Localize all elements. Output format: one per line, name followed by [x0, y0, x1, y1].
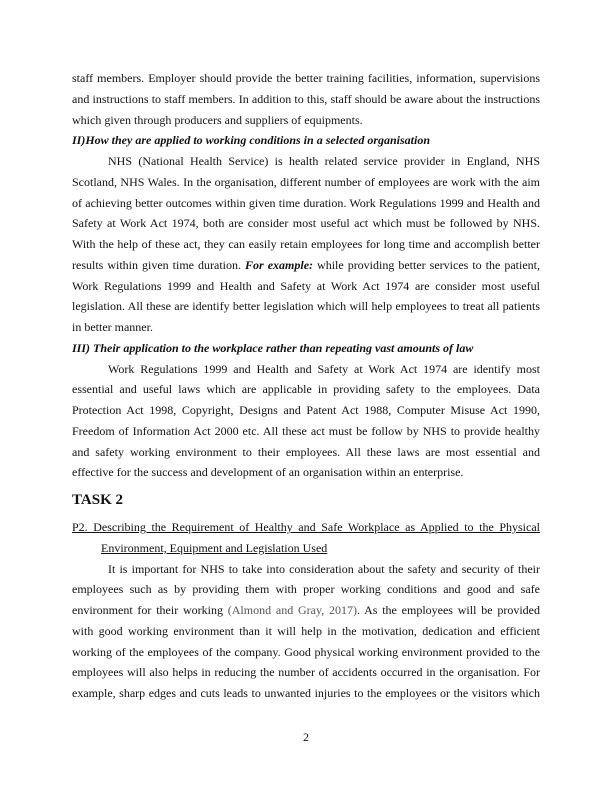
text-line: working of the employees of the company. Good physical working environment provided to the [72, 644, 540, 659]
text-line: employees such as by providing them with proper working conditions and good and safe [72, 582, 540, 597]
text-line [72, 255, 540, 276]
text-line: with good working environment than it will help in the motivation, dedication and efficient [72, 623, 540, 638]
task-2-heading: TASK 2 [72, 492, 123, 508]
section-heading-iii: III) Their application to the workplace rather than repeating vast amounts of law [72, 340, 474, 355]
text-line: Freedom of Information Act 2000 etc. All these act must be follow by NHS to provide healthy [72, 423, 540, 438]
text-line: legislation. All these are identify better legislation which will help employees to treat all patients [72, 299, 540, 314]
text-line: in better manner. [72, 320, 153, 334]
text-line: and safety working environment to their employees. All these laws are most essential and [72, 444, 540, 459]
emphasis-for-example: For example: [245, 257, 314, 272]
text-line: Scotland, NHS Wales. In the organisation, different number of employees are work with the aim [72, 174, 540, 189]
section-heading-ii: II)How they are applied to working conditions in a selected organisation [72, 133, 431, 148]
text-line [72, 600, 540, 621]
text-run: environment for their working [72, 603, 228, 617]
subheading-line [72, 538, 540, 559]
subheading-line: P2. Describing the Requirement of Healthy and Safe Workplace as Applied to the Physical [72, 520, 540, 534]
subheading-text: Environment, Equipment and Legislation Used [101, 540, 328, 555]
text-line: Work Regulations 1999 and Health and Safety at Work Act 1974 are identify most [108, 361, 540, 376]
text-line: Protection Act 1998, Copyright, Designs and Patent Act 1988, Computer Misuse Act 1990, [72, 403, 540, 417]
task-2-section [72, 517, 540, 704]
text-line: essential and useful laws which are applicable in providing safety to the employees. Data [72, 382, 540, 397]
text-line: which given through producers and suppliers of equipments. [72, 112, 363, 127]
section-one [72, 68, 540, 483]
text-line: effective for the success and development of an organisation within an enterprise. [72, 465, 464, 480]
text-line: example, sharp edges and cuts leads to unwanted injuries to the employees or the visitors which [72, 686, 540, 700]
text-run: while providing better services to the patient, [313, 257, 540, 272]
text-line: employees will also helps in reducing the number of accidents occurred in the organisation. For [72, 665, 540, 680]
text-line: NHS (National Health Service) is health related service provider in England, NHS [108, 154, 540, 168]
text-line: of achieving better outcomes within given time duration. Work Regulations 1999 and Health and [72, 195, 540, 210]
text-line: staff members. Employer should provide the better training facilities, information, supervisions [72, 71, 540, 85]
text-line: Work Regulations 1999 and Health and Safety at Work Act 1974 are consider most useful [72, 278, 540, 293]
text-line: Safety at Work Act 1974, both are consider most useful act which must be followed by NHS. [72, 216, 540, 231]
text-run: results within given time duration. [72, 257, 246, 272]
text-run: . As the employees will be provided [356, 603, 540, 617]
page-number: 2 [303, 730, 309, 744]
text-line: It is important for NHS to take into consideration about the safety and security of their [108, 561, 540, 576]
text-line: With the help of these act, they can easily retain employees for long time and accomplish better [72, 237, 540, 251]
text-line: and instructions to staff members. In addition to this, staff should be aware about the instructions [72, 91, 540, 106]
citation: (Almond and Gray, 2017) [227, 603, 357, 617]
